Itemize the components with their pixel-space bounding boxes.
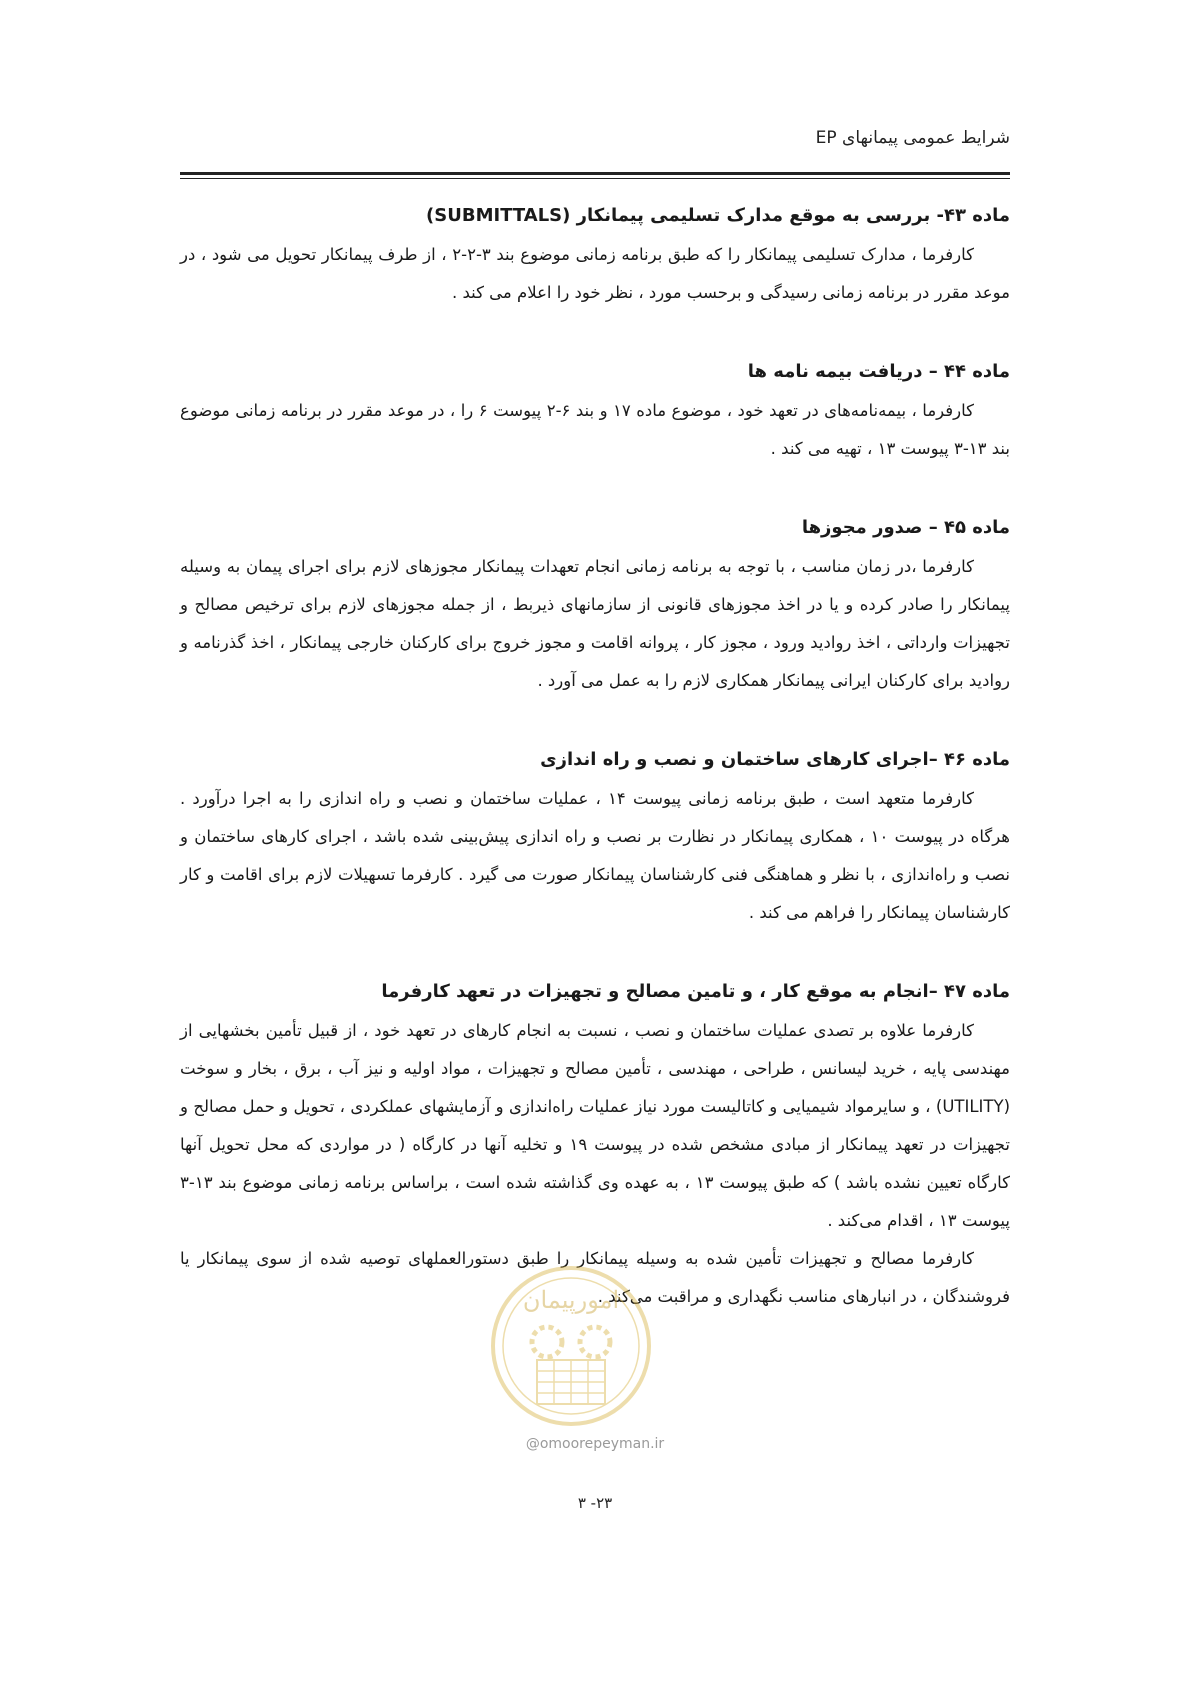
page-number: ۲۳- ۳	[577, 1494, 613, 1512]
article-paragraph: کارفرما متعهد است ، طبق برنامه زمانی پیوست ۱۴ ، عملیات ساختمان و نصب و راه اندازی را به اجرا درآورد . هرگاه در پیوست ۱۰ ، همکاری پیمانکار در نظارت بر نصب و راه اندازی پیش‌بینی شده باشد ، اجرای کارهای ساختمان و نصب و راه‌اندازی ، با نظر و هماهنگی فنی کارشناسان پیمانکار صورت می گیرد . کارفرما تسهیلات لازم برای اقامت و کار کارشناسان پیمانکار را فراهم می کند .	[180, 789, 1011, 922]
article-paragraph: کارفرما علاوه بر تصدی عملیات ساختمان و نصب ، نسبت به انجام کارهای در تعهد خود ، از قبیل تأمین بخشهایی از مهندسی پایه ، خرید لیسانس ، طراحی ، مهندسی ، تأمین مصالح و تجهیزات ، مواد اولیه و نیز آب ، برق ، بخار و سوخت (UTILITY) ، و سایرمواد شیمیایی و کاتالیست مورد نیاز عملیات راه‌اندازی و آزمایشهای عملکردی ، تحویل و حمل مصالح و تجهیزات در تعهد پیمانکار از مبادی مشخص شده در پیوست ۱۹ و تخلیه آنها در کارگاه ( در مواردی که محل تحویل آنها کارگاه تعیین نشده باشد ) که طبق پیوست ۱۳ ، به عهده وی گذاشته شده است ، براساس برنامه زمانی موضوع بند ۱۳-۳ پیوست ۱۳ ، اقدام می‌کند .	[180, 1021, 1011, 1230]
article-title: ماده ۴۴ – دریافت بیمه نامه ها	[747, 361, 1010, 382]
watermark-site: @omoorepeyman.ir	[525, 1436, 665, 1452]
article-paragraph: کارفرما ، بیمه‌نامه‌های در تعهد خود ، موضوع ماده ۱۷ و بند ۶-۲ پیوست ۶ را ، در موعد مقرر در برنامه زمانی موضوع بند ۱۳-۳ پیوست ۱۳ ، تهیه می کند .	[180, 401, 1010, 458]
article-45	[180, 508, 1010, 700]
watermark-seal-icon	[487, 1262, 655, 1430]
article-44	[180, 352, 1010, 468]
article-paragraph: کارفرما مصالح و تجهیزات تأمین شده به وسیله پیمانکار را طبق دستورالعملهای توصیه شده از سوی پیمانکار یا فروشندگان ، در انبارهای مناسب نگهداری و مراقبت می‌کند .	[180, 1249, 1010, 1306]
article-paragraph: کارفرما ، مدارک تسلیمی پیمانکار را که طبق برنامه زمانی موضوع بند ۳-۲-۲ ، از طرف پیمانکار تحویل می شود ، در موعد مقرر در برنامه زمانی رسیدگی و برحسب مورد ، نظر خود را اعلام می کند .	[180, 245, 1010, 302]
running-header: شرایط عمومی پیمانهای EP	[815, 128, 1010, 148]
article-paragraph: کارفرما ،در زمان مناسب ، با توجه به برنامه زمانی انجام تعهدات پیمانکار مجوزهای لازم برای اجرای پیمان به وسیله پیمانکار را صادر کرده و یا در اخذ مجوزهای قانونی از سازمانهای ذیربط ، از جمله مجوزهای لازم برای ترخیص مصالح و تجهیزات وارداتی ، اخذ روادید ورود ، مجوز کار ، پروانه اقامت و مجوز خروج برای کارکنان خارجی پیمانکار ، اخذ گذرنامه و روادید برای کارکنان ایرانی پیمانکار همکاری لازم را به عمل می آورد .	[180, 557, 1010, 690]
article-title: ماده ۴۵ – صدور مجوزها	[801, 517, 1010, 538]
article-43	[180, 196, 1010, 312]
article-46	[180, 740, 1010, 932]
document-body	[180, 196, 1010, 1356]
watermark-logo-text: امورپیمان	[522, 1286, 620, 1314]
article-title: ماده ۴۷ –انجام به موقع کار ، و تامین مصالح و تجهیزات در تعهد کارفرما	[381, 981, 1010, 1002]
header-double-rule	[180, 172, 1010, 178]
article-title: ماده ۴۶ –اجرای کارهای ساختمان و نصب و راه اندازی	[540, 749, 1010, 770]
article-title: ماده ۴۳- بررسی به موقع مدارک تسلیمی پیمانکار (SUBMITTALS)	[426, 205, 1010, 226]
